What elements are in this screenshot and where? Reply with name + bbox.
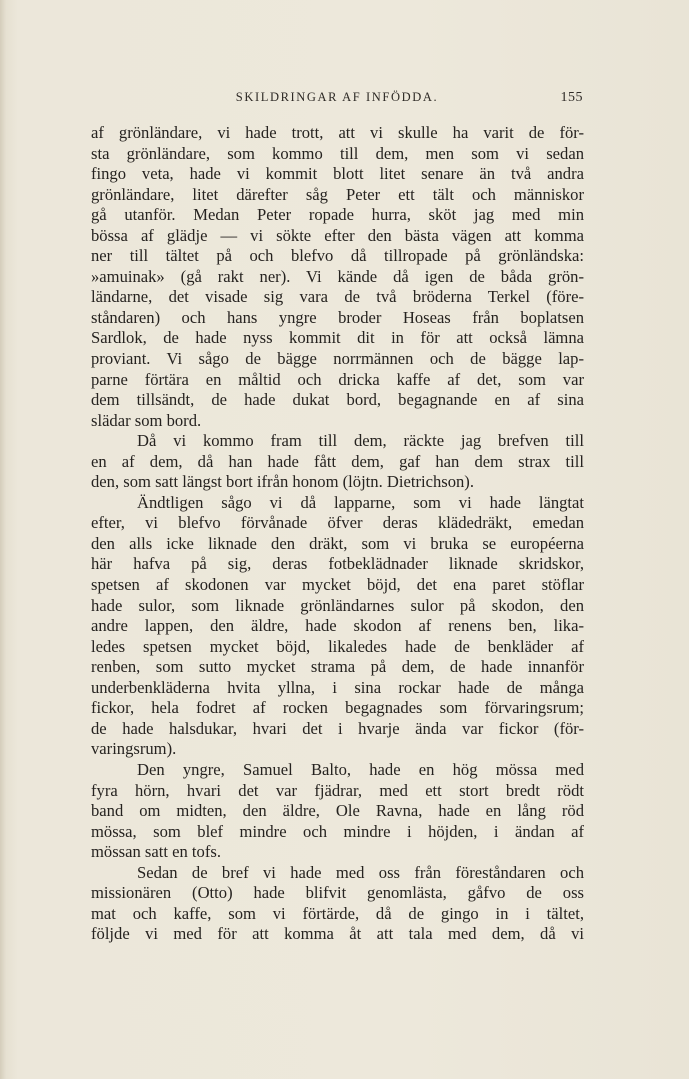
text-line: dem tillsändt, de hade dukat bord, begagnande en af sina (91, 390, 584, 410)
text-line: underbenkläderna hvita yllna, i sina rockar hade de många (91, 677, 584, 697)
text-line: här hafva på sig, deras fotbeklädnader liknade skridskor, (91, 554, 584, 574)
text-line: mössa, som blef mindre och mindre i höjden, i ändan af (91, 821, 584, 841)
text-line: parne förtära en måltid och dricka kaffe af det, som var (91, 369, 584, 389)
text-line: efter, vi blefvo förvånade öfver deras klädedräkt, emedan (91, 513, 584, 533)
text-line: missionären (Otto) hade blifvit genomlästa, gåfvo de oss (91, 883, 584, 903)
text-line: grönländare, litet därefter såg Peter ett tält och människor (91, 184, 584, 204)
text-line: band om midten, den äldre, Ole Ravna, hade en lång röd (91, 801, 584, 821)
text-line: en af dem, då han hade fått dem, gaf han dem strax till (91, 451, 584, 471)
text-line: spetsen af skodonen var mycket böjd, det ena paret stöflar (91, 575, 584, 595)
text-line: de hade halsdukar, hvari det i hvarje ända var fickor (för- (91, 718, 584, 738)
page-gutter-edge (0, 0, 6, 1079)
running-head (91, 90, 583, 108)
text-line: mat och kaffe, som vi förtärde, då de gingo in i tältet, (91, 903, 584, 923)
text-line: renben, som sutto mycket strama på dem, de hade innanför (91, 657, 584, 677)
text-line: den, som satt längst bort ifrån honom (löjtn. Dietrichson). (91, 472, 474, 492)
text-line: fickor, hela fodret af rocken begagnades som förvaringsrum; (91, 698, 584, 718)
text-line: proviant. Vi sågo de bägge norrmännen och de bägge lap- (91, 349, 584, 369)
text-line: den alls icke liknade den dräkt, som vi bruka se européerna (91, 533, 584, 553)
text-line: ledes spetsen mycket böjd, likaledes hade de benkläder af (91, 636, 584, 656)
text-line: mössan satt en tofs. (91, 842, 221, 862)
text-line: Den yngre, Samuel Balto, hade en hög mössa med (137, 759, 584, 779)
text-line: gå utanför. Medan Peter ropade hurra, sköt jag med min (91, 205, 584, 225)
text-line: ner till tältet på och blefvo då tillropade på grönländska: (91, 246, 584, 266)
text-line: Sardlok, de hade nyss kommit dit in för att också lämna (91, 328, 584, 348)
page-number: 155 (560, 90, 583, 105)
text-line: slädar som bord. (91, 410, 202, 430)
text-line: Sedan de bref vi hade med oss från föreståndaren och (137, 862, 584, 882)
text-line: följde vi med för att komma åt att tala med dem, då vi (91, 924, 584, 944)
text-line: ståndaren) och hans yngre broder Hoseas från boplatsen (91, 307, 584, 327)
text-line: bössa af glädje — vi sökte efter den bästa vägen att komma (91, 225, 584, 245)
text-line: andre lappen, den äldre, hade skodon af renens ben, lika- (91, 616, 584, 636)
body-text (91, 123, 584, 945)
text-line: fyra hörn, hvari det var fjädrar, med ett stort bredt rödt (91, 780, 584, 800)
running-head-title: SKILDRINGAR AF INFÖDDA. (235, 90, 439, 104)
text-line: »amuinak» (gå rakt ner). Vi kände då igen de båda grön- (91, 266, 584, 286)
text-line: ländarne, det visade sig vara de två bröderna Terkel (före- (91, 287, 584, 307)
text-line: hade sulor, som liknade grönländarnes sulor på skodon, den (91, 595, 584, 615)
text-line: af grönländare, vi hade trott, att vi skulle ha varit de för- (91, 123, 584, 142)
text-line: Då vi kommo fram till dem, räckte jag brefven till (137, 431, 584, 451)
text-line: fingo veta, hade vi kommit blott litet senare än två andra (91, 164, 584, 184)
text-line: Ändtligen sågo vi då lapparne, som vi hade längtat (137, 492, 584, 512)
text-line: sta grönländare, som kommo till dem, men som vi sedan (91, 143, 584, 163)
text-line: varingsrum). (91, 739, 177, 759)
